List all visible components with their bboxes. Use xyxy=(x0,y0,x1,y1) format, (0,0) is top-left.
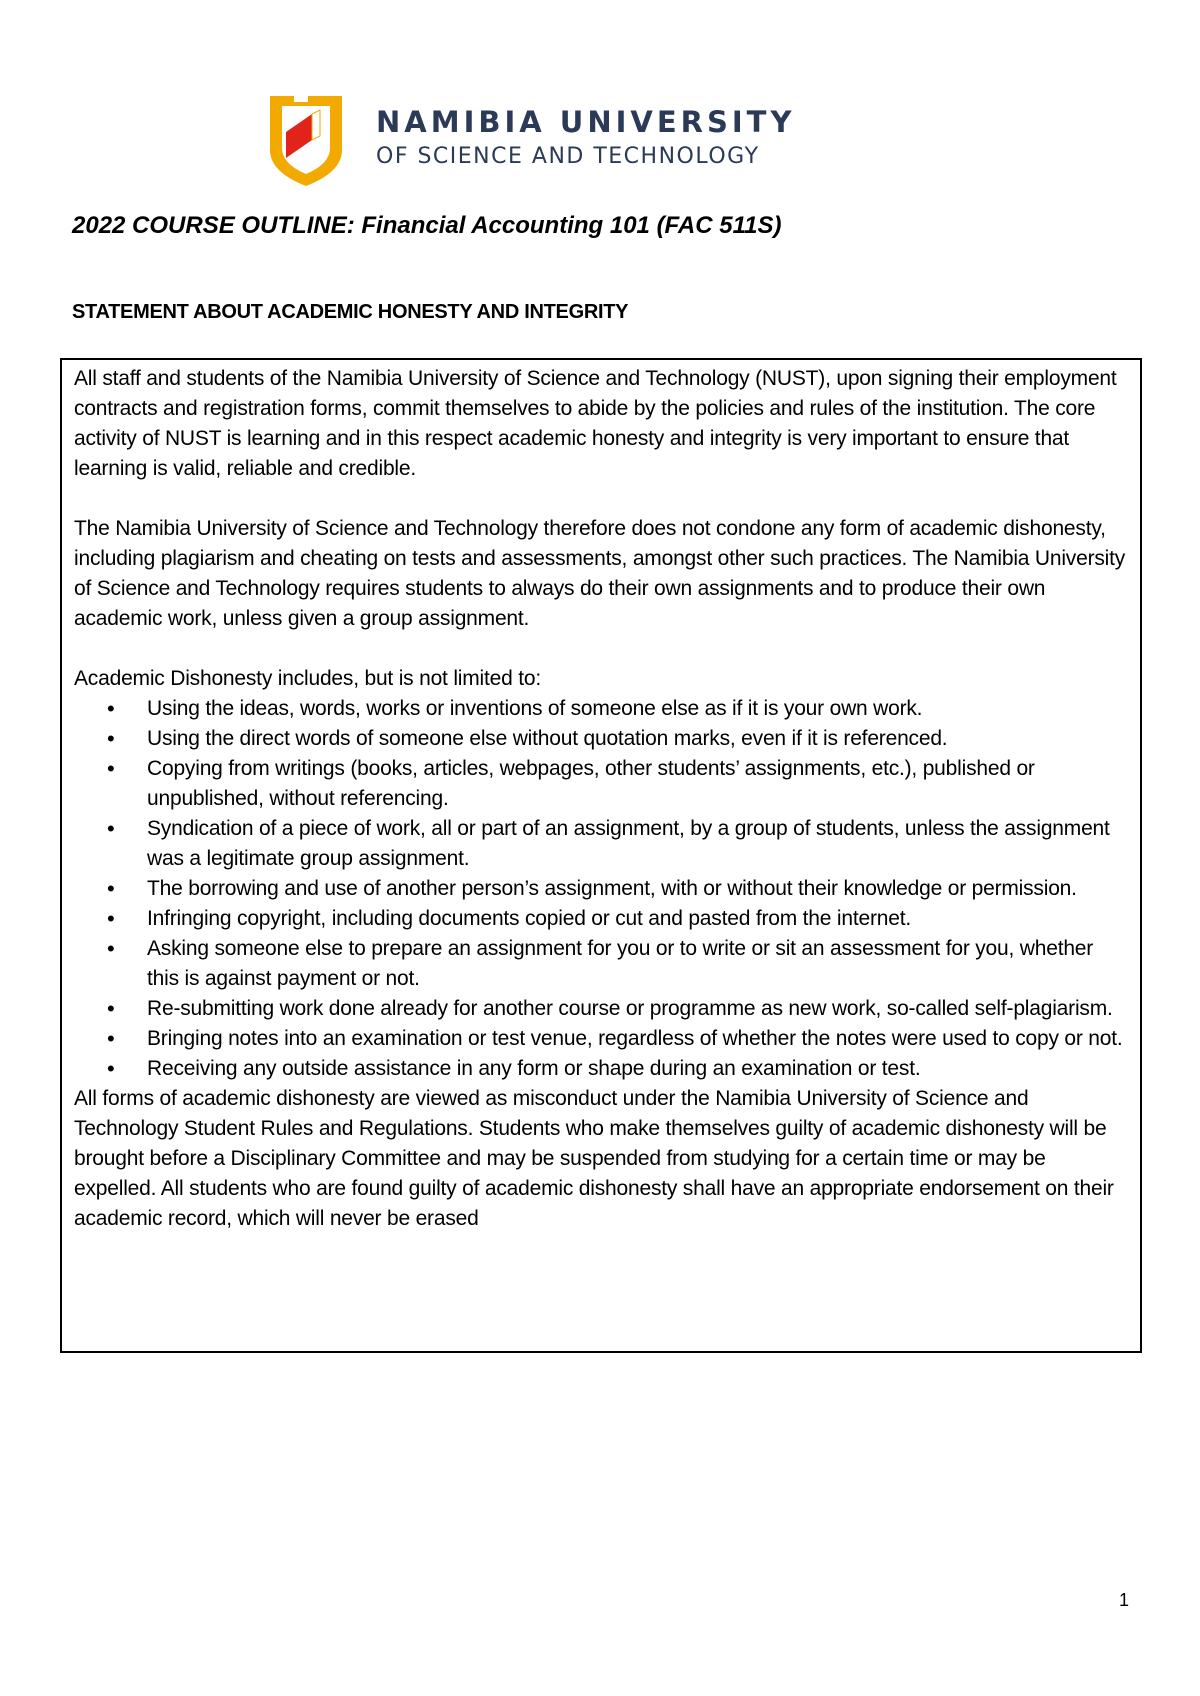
statement-box xyxy=(60,358,1142,1353)
document-title xyxy=(72,212,782,240)
list-item: • Asking someone else to prepare an assignment for you or to write or sit an assessment for you, whether this is against payment or not. xyxy=(74,934,1128,994)
list-item: • The borrowing and use of another person’s assignment, with or without their knowledge or permission. xyxy=(74,874,1128,904)
list-item: • Copying from writings (books, articles, webpages, other students’ assignments, etc.), published or unpublished, without referencing. xyxy=(74,754,1128,814)
title-prefix: 2022 COURSE OUTLINE xyxy=(72,212,347,239)
list-item: • Receiving any outside assistance in any form or shape during an examination or test. xyxy=(74,1054,1128,1084)
statement-paragraph-1: All staff and students of the Namibia University of Science and Technology (NUST), upon signing their employment contracts and registration forms, commit themselves to abide by the policies and rules of the institution. The core activity of NUST is learning and in this respect academic honesty and integrity is very important to ensure that learning is valid, reliable and credible. xyxy=(74,367,1117,480)
page-number: 1 xyxy=(1119,1590,1130,1610)
logo-name-line2: OF SCIENCE AND TECHNOLOGY xyxy=(376,144,760,169)
list-item: • Using the direct words of someone else without quotation marks, even if it is referenced. xyxy=(74,724,1128,754)
list-intro: Academic Dishonesty includes, but is not limited to: xyxy=(74,667,541,690)
statement-paragraph-2: The Namibia University of Science and Technology therefore does not condone any form of academic dishonesty, including plagiarism and cheating on tests and assessments, amongst other such practices. The Namibia University of Science and Technology requires students to always do their own assignments and to produce their own academic work, unless given a group assignment. xyxy=(74,517,1126,630)
university-logo xyxy=(264,92,796,188)
statement-closing: All forms of academic dishonesty are viewed as misconduct under the Namibia University of Science and Technology Student Rules and Regulations. Students who make themselves guilty of academic dishonesty will be brought before a Disciplinary Committee and may be suspended from studying for a certain time or may be expelled. All students who are found guilty of academic dishonesty shall have an appropriate endorsement on their academic record, which will never be erased xyxy=(74,1087,1114,1230)
list-item: • Syndication of a piece of work, all or part of an assignment, by a group of students, unless the assignment was a legitimate group assignment. xyxy=(74,814,1128,874)
list-item: • Using the ideas, words, works or inventions of someone else as if it is your own work. xyxy=(74,694,1128,724)
list-item: • Re-submitting work done already for another course or programme as new work, so-called self-plagiarism. xyxy=(74,994,1128,1024)
section-heading: STATEMENT ABOUT ACADEMIC HONESTY AND INTEGRITY xyxy=(72,301,629,323)
list-item: • Bringing notes into an examination or test venue, regardless of whether the notes were used to copy or not. xyxy=(74,1024,1128,1054)
list-item: • Infringing copyright, including documents copied or cut and pasted from the internet. xyxy=(74,904,1128,934)
shield-logo-icon xyxy=(264,92,348,188)
title-subject: : Financial Accounting 101 (FAC 511S) xyxy=(346,212,782,239)
dishonesty-list xyxy=(74,694,1128,1084)
logo-name-line1: NAMIBIA UNIVERSITY xyxy=(376,105,796,139)
